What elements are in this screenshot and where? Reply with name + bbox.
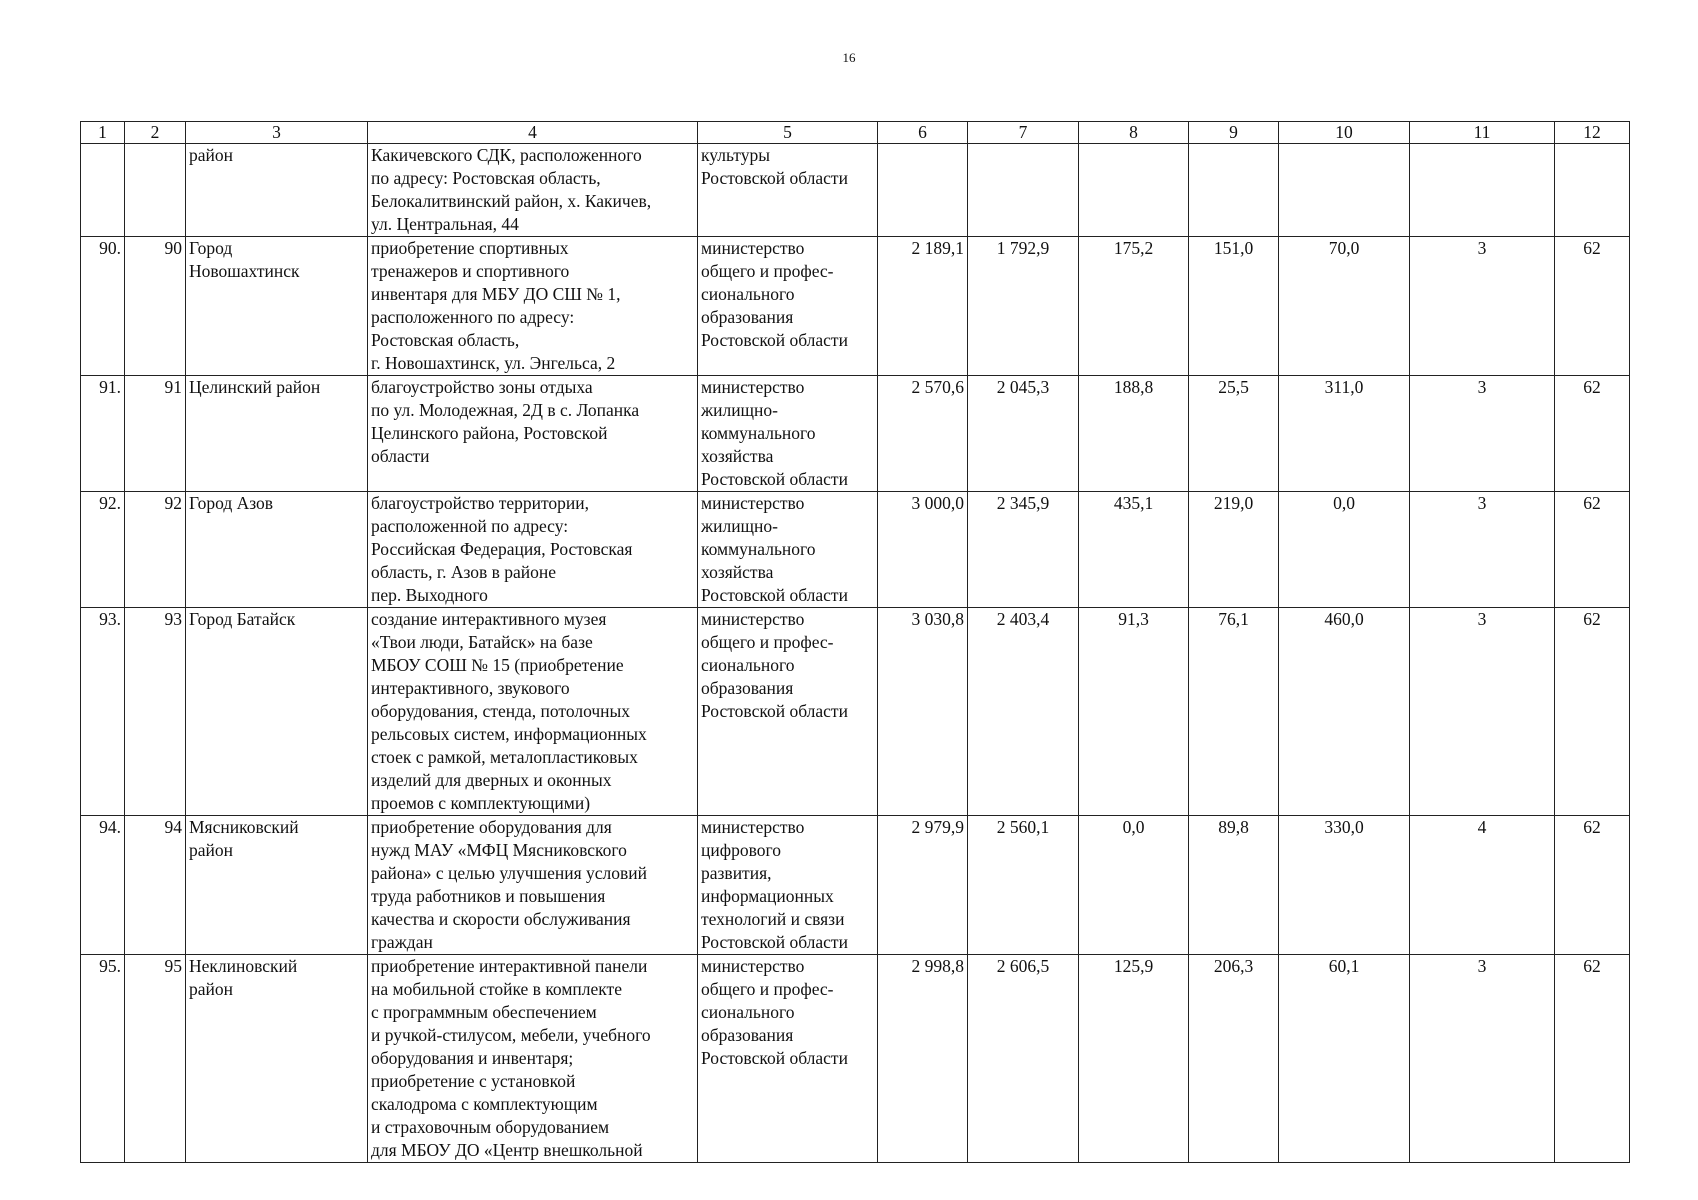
project-description: приобретение интерактивной панели на мобильной стойке в комплекте с программным обеспечением и ручкой-стилусом, мебели, учебного оборудования и инвентаря; приобретение с установкой скалодрома с комплектующим и страховочным оборудованием для МБОУ ДО «Центр внешкольной [368, 955, 698, 1163]
cell-total [878, 144, 968, 237]
cell-col11: 3 [1410, 608, 1555, 816]
cell-col10: 330,0 [1279, 816, 1410, 955]
row-index: 93. [81, 608, 125, 816]
row-number: 94 [125, 816, 186, 955]
table-row [81, 816, 1630, 955]
municipality: Мясниковский район [186, 816, 368, 955]
table-row [81, 955, 1630, 1163]
column-header: 6 [878, 122, 968, 144]
cell-col9: 151,0 [1189, 237, 1279, 376]
cell-total: 3 030,8 [878, 608, 968, 816]
cell-col8: 435,1 [1079, 492, 1189, 608]
cell-col10: 0,0 [1279, 492, 1410, 608]
cell-col8 [1079, 144, 1189, 237]
cell-col11: 3 [1410, 237, 1555, 376]
column-header: 5 [698, 122, 878, 144]
cell-col9: 219,0 [1189, 492, 1279, 608]
row-number [125, 144, 186, 237]
cell-col11: 3 [1410, 376, 1555, 492]
project-description: благоустройство территории, расположенной по адресу: Российская Федерация, Ростовская область, г. Азов в районе пер. Выходного [368, 492, 698, 608]
table-row [81, 492, 1630, 608]
row-index [81, 144, 125, 237]
municipality: Город Азов [186, 492, 368, 608]
cell-col10: 460,0 [1279, 608, 1410, 816]
responsible-ministry: министерство общего и профес- сионального образования Ростовской области [698, 955, 878, 1163]
column-header: 4 [368, 122, 698, 144]
header-row [81, 122, 1630, 144]
responsible-ministry: министерство общего и профес- сионального образования Ростовской области [698, 608, 878, 816]
cell-col11: 3 [1410, 492, 1555, 608]
cell-col9 [1189, 144, 1279, 237]
column-header: 8 [1079, 122, 1189, 144]
cell-col8: 188,8 [1079, 376, 1189, 492]
row-number: 91 [125, 376, 186, 492]
cell-col12: 62 [1555, 237, 1630, 376]
row-index: 92. [81, 492, 125, 608]
municipality: Неклиновский район [186, 955, 368, 1163]
cell-col8: 0,0 [1079, 816, 1189, 955]
responsible-ministry: министерство жилищно- коммунального хозяйства Ростовской области [698, 376, 878, 492]
project-description: создание интерактивного музея «Твои люди, Батайск» на базе МБОУ СОШ № 15 (приобретение интерактивного, звукового оборудования, стенда, потолочных рельсовых систем, информационных стоек с рамкой, металопластиковых изделий для дверных и оконных проемов с комплектующими) [368, 608, 698, 816]
cell-col11: 3 [1410, 955, 1555, 1163]
responsible-ministry: министерство цифрового развития, информационных технологий и связи Ростовской области [698, 816, 878, 955]
responsible-ministry: министерство общего и профес- сионального образования Ростовской области [698, 237, 878, 376]
cell-col11 [1410, 144, 1555, 237]
cell-col9: 89,8 [1189, 816, 1279, 955]
cell-col12 [1555, 144, 1630, 237]
cell-total: 3 000,0 [878, 492, 968, 608]
cell-col9: 206,3 [1189, 955, 1279, 1163]
column-header: 10 [1279, 122, 1410, 144]
project-description: приобретение оборудования для нужд МАУ «МФЦ Мясниковского района» с целью улучшения условий труда работников и повышения качества и скорости обслуживания граждан [368, 816, 698, 955]
row-index: 95. [81, 955, 125, 1163]
municipality: Город Батайск [186, 608, 368, 816]
cell-col8: 91,3 [1079, 608, 1189, 816]
column-header: 9 [1189, 122, 1279, 144]
cell-col12: 62 [1555, 955, 1630, 1163]
cell-col12: 62 [1555, 376, 1630, 492]
cell-col12: 62 [1555, 816, 1630, 955]
data-table [80, 121, 1630, 1163]
column-header: 7 [968, 122, 1079, 144]
cell-col12: 62 [1555, 492, 1630, 608]
cell-total: 2 570,6 [878, 376, 968, 492]
municipality: Целинский район [186, 376, 368, 492]
cell-col7: 2 560,1 [968, 816, 1079, 955]
cell-col9: 76,1 [1189, 608, 1279, 816]
row-index: 91. [81, 376, 125, 492]
table-row [81, 376, 1630, 492]
cell-col7: 2 045,3 [968, 376, 1079, 492]
cell-col10: 60,1 [1279, 955, 1410, 1163]
cell-total: 2 189,1 [878, 237, 968, 376]
cell-col12: 62 [1555, 608, 1630, 816]
column-header: 2 [125, 122, 186, 144]
responsible-ministry: министерство жилищно- коммунального хозяйства Ростовской области [698, 492, 878, 608]
cell-col10: 311,0 [1279, 376, 1410, 492]
table-row [81, 144, 1630, 237]
municipality: Город Новошахтинск [186, 237, 368, 376]
project-description: Какичевского СДК, расположенного по адресу: Ростовская область, Белокалитвинский район, х. Какичев, ул. Центральная, 44 [368, 144, 698, 237]
row-number: 95 [125, 955, 186, 1163]
cell-col10: 70,0 [1279, 237, 1410, 376]
cell-col7 [968, 144, 1079, 237]
row-index: 90. [81, 237, 125, 376]
column-header: 3 [186, 122, 368, 144]
cell-col10 [1279, 144, 1410, 237]
cell-col11: 4 [1410, 816, 1555, 955]
cell-col9: 25,5 [1189, 376, 1279, 492]
column-header: 11 [1410, 122, 1555, 144]
row-number: 90 [125, 237, 186, 376]
row-number: 92 [125, 492, 186, 608]
row-number: 93 [125, 608, 186, 816]
cell-col7: 2 345,9 [968, 492, 1079, 608]
table-row [81, 608, 1630, 816]
cell-total: 2 979,9 [878, 816, 968, 955]
cell-col7: 2 606,5 [968, 955, 1079, 1163]
responsible-ministry: культуры Ростовской области [698, 144, 878, 237]
column-header: 12 [1555, 122, 1630, 144]
cell-col7: 2 403,4 [968, 608, 1079, 816]
municipality: район [186, 144, 368, 237]
table-row [81, 237, 1630, 376]
column-header: 1 [81, 122, 125, 144]
cell-col8: 125,9 [1079, 955, 1189, 1163]
page-number: 16 [842, 50, 856, 65]
cell-col7: 1 792,9 [968, 237, 1079, 376]
cell-col8: 175,2 [1079, 237, 1189, 376]
row-index: 94. [81, 816, 125, 955]
cell-total: 2 998,8 [878, 955, 968, 1163]
project-description: приобретение спортивных тренажеров и спортивного инвентаря для МБУ ДО СШ № 1, расположенного по адресу: Ростовская область, г. Новошахтинск, ул. Энгельса, 2 [368, 237, 698, 376]
project-description: благоустройство зоны отдыха по ул. Молодежная, 2Д в с. Лопанка Целинского района, Ростовской области [368, 376, 698, 492]
